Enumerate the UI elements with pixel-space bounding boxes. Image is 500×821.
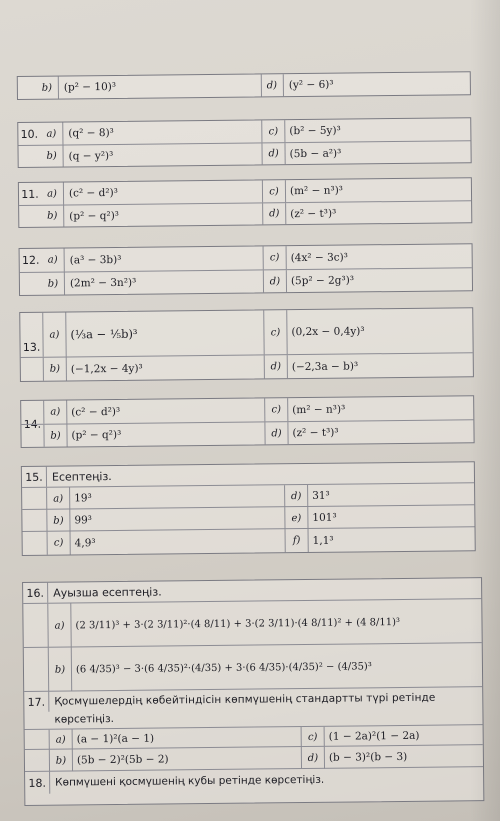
value-f: 1,1³	[312, 534, 334, 547]
value-a: 19³	[74, 492, 92, 505]
label-c: c)	[263, 246, 287, 269]
problem-13	[19, 307, 474, 382]
expression-c: (0,2x − 0,4y)³	[291, 325, 365, 339]
problem-number: 10.	[20, 127, 39, 141]
expression-d: (z² − t³)³	[292, 426, 339, 440]
expression-c: (4x² − 3c)³	[290, 251, 348, 264]
label-f: f)	[285, 529, 309, 552]
label-a: a)	[42, 312, 66, 356]
label-b: b)	[42, 273, 65, 295]
expression-d: (b − 3)²(b − 3)	[328, 750, 408, 764]
problem-11	[18, 177, 472, 228]
problem-number: 15.	[22, 467, 47, 487]
expression-b: (6 4/35)³ − 3·(6 4/35)²·(4/35) + 3·(6 4/35)·(4/35)² − (4/35)³	[75, 660, 372, 675]
problem-title-line-1: Қосмүшелердің көбейтіндісін көпмүшенің стандартты түрі ретінде	[54, 691, 436, 708]
label-a: a)	[41, 183, 64, 205]
problem-number: 17.	[24, 692, 49, 712]
label-d: d)	[261, 74, 284, 96]
label-d: d)	[301, 747, 325, 769]
expression-a: (⅓a − ⅕b)³	[70, 326, 138, 342]
label-c: c)	[264, 398, 288, 421]
expression-b: (q − y²)³	[68, 149, 114, 162]
value-c: 4,9³	[74, 536, 96, 549]
problem-number: 14.	[23, 417, 42, 431]
expression-b: (p² − q²)³	[71, 428, 122, 442]
problems-16-18	[22, 577, 484, 806]
problem-14	[20, 395, 474, 448]
label-c: c)	[301, 727, 325, 747]
label-c: c)	[261, 120, 285, 142]
expression-d: (z² − t³)³	[290, 207, 337, 220]
expression-a: (a³ − 3b)³	[69, 253, 122, 266]
expression-d: (5p² − 2g³)³	[290, 274, 355, 288]
value-e: 101³	[312, 511, 337, 524]
value-b: 99³	[74, 514, 93, 527]
label-c: c)	[47, 531, 71, 554]
expression-b: (−1,2x − 4y)³	[70, 362, 143, 375]
problem-number: 13.	[22, 340, 41, 354]
problem-number: 16.	[23, 583, 48, 603]
label-a: a)	[40, 123, 63, 145]
problem-title-line-2: көрсетіңіз.	[54, 713, 115, 726]
problem-15	[21, 461, 476, 556]
problem-title: Есептеңіз.	[51, 469, 112, 484]
label-b: b)	[41, 206, 64, 227]
label-d: d)	[263, 270, 287, 292]
exercise-sheet	[16, 0, 474, 790]
problem-title: Ауызша есептеңіз.	[53, 585, 162, 600]
problem-number: 18.	[25, 772, 50, 794]
expression-a: (2 3/11)³ + 3·(2 3/11)²·(4 8/11) + 3·(2 3/11)·(4 8/11)² + (4 8/11)³	[75, 616, 401, 631]
label-a: a)	[46, 487, 70, 509]
label-d: d)	[264, 422, 288, 444]
label-b: b)	[49, 749, 73, 771]
expression-d: (y² − 6)³	[288, 78, 334, 92]
label-b: b)	[48, 647, 72, 691]
expression-d: (5b − a²)³	[289, 147, 342, 160]
label-b: b)	[40, 146, 63, 167]
label-a: a)	[43, 400, 67, 423]
expression-a: (a − 1)²(a − 1)	[76, 732, 155, 746]
label-a: a)	[42, 249, 65, 272]
label-b: b)	[43, 357, 67, 380]
value-d: 31³	[312, 489, 330, 502]
label-e: e)	[284, 507, 308, 529]
label-a: a)	[49, 729, 73, 749]
expression-c: (m² − n³)³	[292, 403, 346, 416]
expression-d: (−2,3a − b)³	[291, 359, 359, 373]
problem-9-tail	[17, 71, 471, 100]
expression-a: (q² − 8)³	[68, 126, 114, 140]
problem-10	[17, 117, 471, 168]
label-c: c)	[262, 180, 286, 202]
expression-b: (p² − q²)³	[69, 209, 120, 222]
label-b: b)	[43, 424, 67, 446]
label-d: d)	[264, 355, 288, 378]
label-d: d)	[262, 203, 286, 224]
page-shadow	[470, 0, 500, 821]
problem-number: 11.	[21, 187, 39, 201]
expression-b: (5b − 2)²(5b − 2)	[76, 753, 169, 767]
label-b: b)	[36, 77, 59, 99]
label-d: d)	[284, 485, 308, 507]
expression-b: (2m² − 3n²)³	[69, 276, 137, 290]
label-a: a)	[47, 603, 71, 647]
label-c: c)	[263, 310, 287, 354]
problem-number: 12.	[21, 253, 40, 267]
problem-title: Көпмүшені қосмүшенің кубы ретінде көрсетіңіз.	[55, 773, 325, 789]
expression-a: (c² − d²)³	[68, 186, 118, 200]
problem-12	[19, 243, 473, 296]
label-d: d)	[261, 143, 285, 164]
expression-c: (m² − n³)³	[289, 184, 344, 198]
expression-a: (c² − d²)³	[71, 405, 121, 418]
expression-c: (1 − 2a)²(1 − 2a)	[328, 729, 420, 743]
expression-c: (b² − 5y)³	[289, 124, 341, 138]
label-b: b)	[46, 509, 70, 531]
expression-b: (p² − 10)³	[63, 80, 117, 94]
